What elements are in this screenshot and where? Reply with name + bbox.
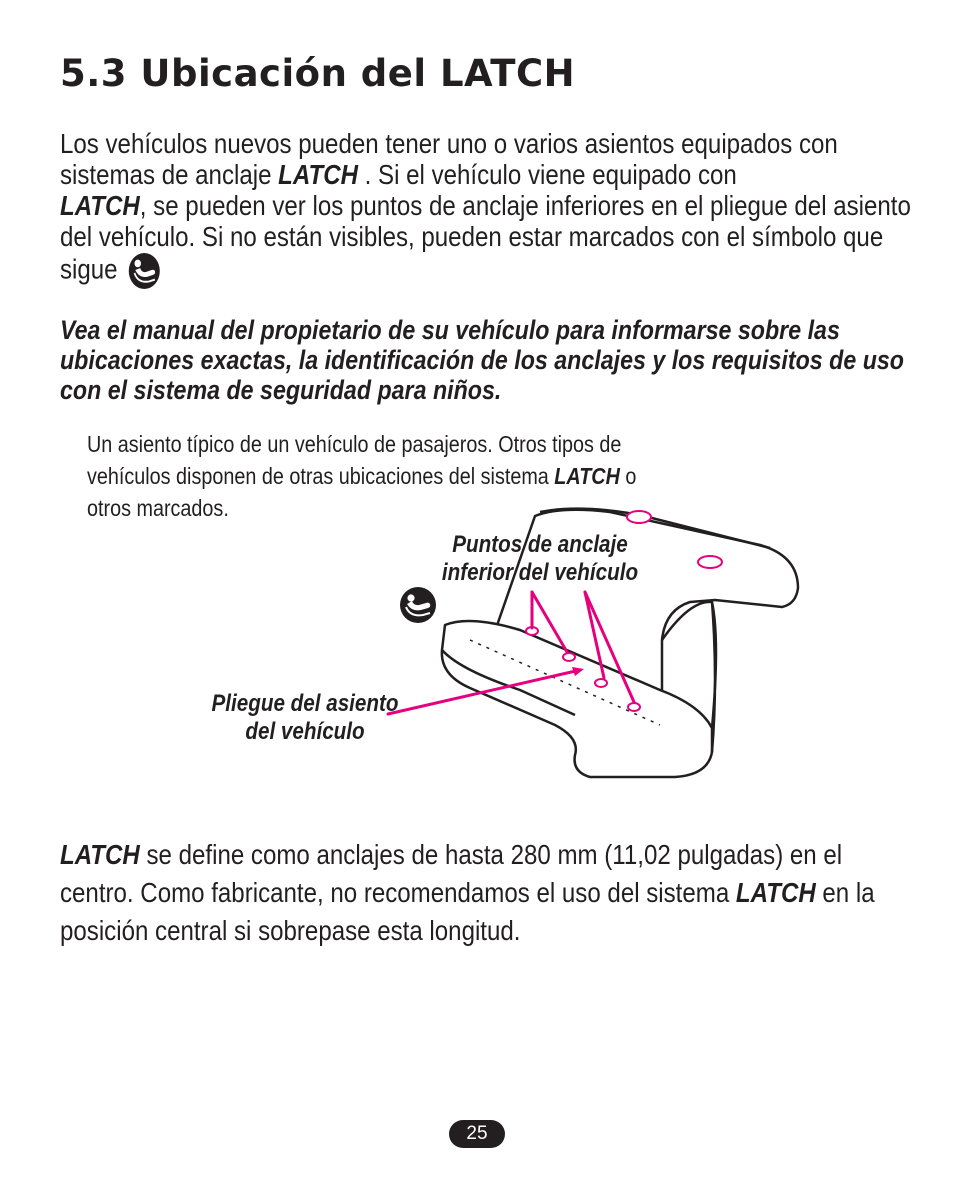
seat-crease-label [189, 690, 421, 746]
latch-term: LATCH [554, 463, 620, 489]
anchor-points-label [428, 531, 652, 587]
latch-term: LATCH [735, 877, 816, 908]
latch-definition-paragraph [60, 836, 920, 950]
outro-text-2: en la posición central si sobrepase esta longitud. [60, 877, 875, 946]
latch-term: LATCH [278, 159, 358, 190]
intro-text-1: Los vehículos nuevos pueden tener uno o varios asientos equipados con sistemas de anclaje [60, 128, 838, 190]
intro-text-3: , se pueden ver los puntos de anclaje inferiores en el pliegue del asiento del vehículo. Si no están visibles, pueden estar marcados con el símbolo que sigue [60, 190, 911, 285]
label-line: del vehículo [245, 718, 365, 745]
intro-text-2: . Si el vehículo viene equipado con [357, 159, 737, 190]
page-number: 25 [449, 1120, 505, 1148]
latch-term: LATCH [60, 839, 140, 870]
owner-manual-notice: Vea el manual del propietario de su vehículo para informarse sobre las ubicaciones exactas, la identificación de los anclajes y los requisitos de uso con el sistema de seguridad para niños. [60, 315, 904, 405]
label-line: inferior del vehículo [441, 559, 639, 586]
caption-text-1: Un asiento típico de un vehículo de pasajeros. Otros tipos de vehículos disponen de otras ubicaciones del sistema [87, 431, 622, 489]
page-title: 5.3 Ubicación del LATCH [60, 52, 576, 95]
label-line: Puntos de anclaje [452, 531, 628, 558]
latch-child-seat-icon [400, 587, 436, 623]
label-line: Pliegue del asiento [211, 690, 399, 717]
caption-text-2: o otros marcados. [87, 463, 637, 521]
latch-term: LATCH [60, 190, 140, 221]
outro-text-1: se define como anclajes de hasta 280 mm (11,02 pulgadas) en el centro. Como fabricante, no recomendamos el uso del sistema [60, 839, 843, 908]
